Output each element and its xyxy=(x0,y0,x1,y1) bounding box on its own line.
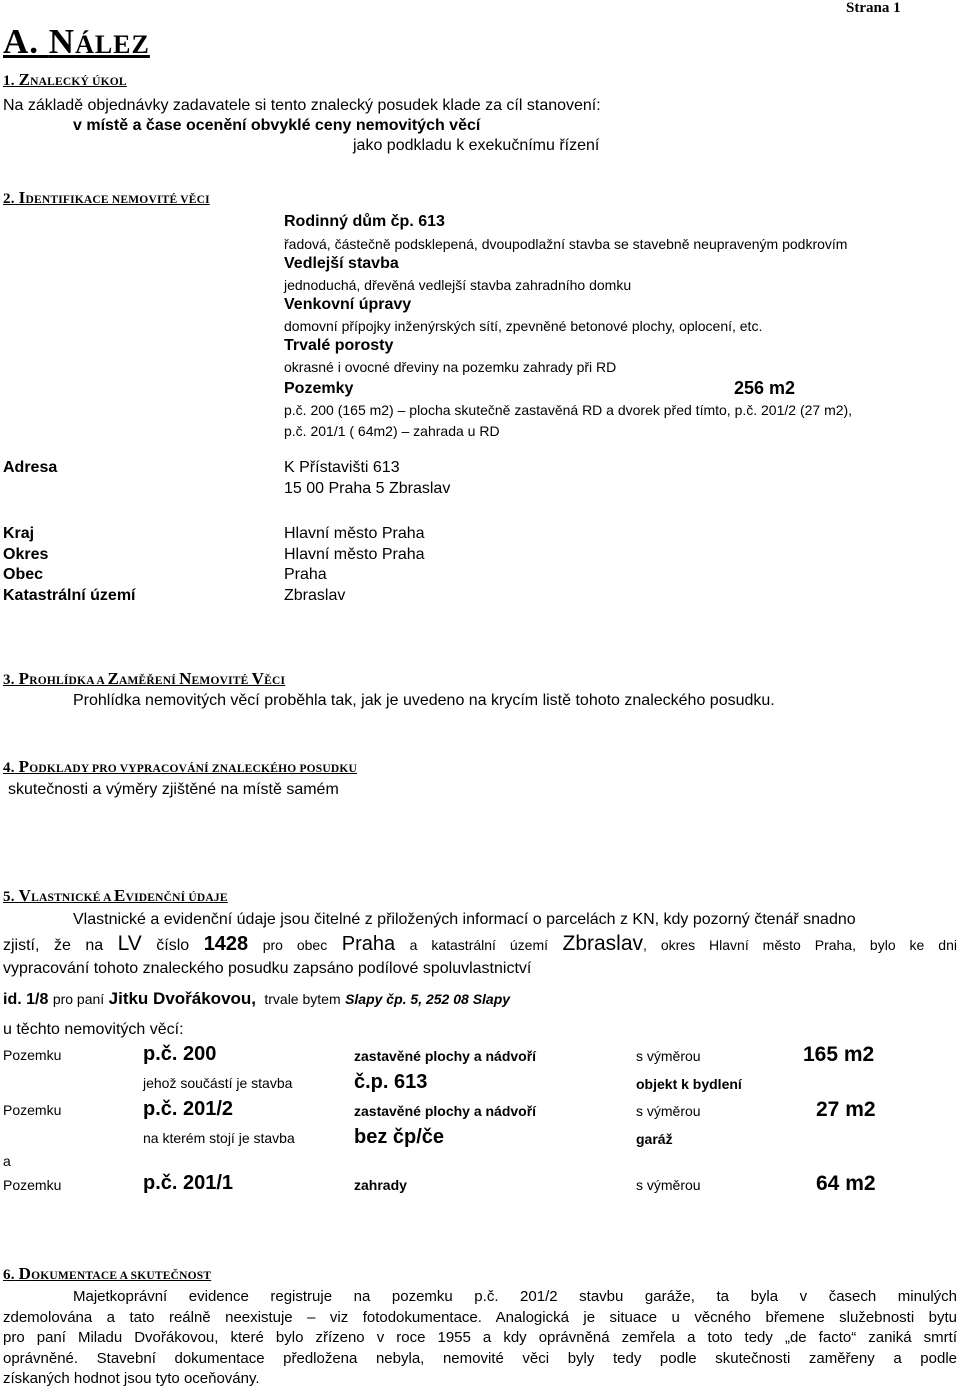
section-3-title: 3. PROHLÍDKA A ZAMĚŘENÍ NEMOVITÉ VĚCI xyxy=(3,669,286,688)
cadastral-value: Zbraslav xyxy=(284,587,346,604)
outdoor-description: domovní přípojky inženýrských sítí, zpevněné betonové plochy, oplocení, etc. xyxy=(284,318,763,334)
vegetation-title: Trvalé porosty xyxy=(284,337,394,354)
ownership-line-2: zjistí, že na LV číslo 1428 pro obec Praha a katastrální území Zbraslav, okres Hlavní město Praha, bylo ke dni xyxy=(3,932,957,955)
region-value: Hlavní město Praha xyxy=(284,525,425,542)
row-3-kind: zastavěné plochy a nádvoří xyxy=(354,1103,537,1119)
row-3-parcel: p.č. 201/2 xyxy=(143,1098,234,1120)
cadastral-label: Katastrální území xyxy=(3,587,136,604)
section-2-title: 2. IDENTIFIKACE NEMOVITÉ VĚCI xyxy=(3,188,210,207)
section-6-line-1: Majetkoprávní evidence registruje na pozemku p.č. 201/2 stavbu garáže, ta byla v časech minulých xyxy=(73,1288,957,1305)
row-2-type: objekt k bydlení xyxy=(636,1076,742,1092)
row-2-building: č.p. 613 xyxy=(354,1071,428,1093)
outdoor-title: Venkovní úpravy xyxy=(284,296,412,313)
land-area: 256 m2 xyxy=(734,378,796,398)
region-label: Kraj xyxy=(3,525,35,542)
outbuilding-title: Vedlejší stavba xyxy=(284,255,399,272)
row-6-area: 64 m2 xyxy=(816,1172,876,1195)
section-6-line-4: oprávněné. Stavební dokumentace předložena nebyla, nemovité věci byly tedy podle skutečnosti zaměřeny a podle xyxy=(3,1350,957,1367)
municipality-label: Obec xyxy=(3,566,44,583)
section-6-line-2: zdemolována a tato reálně neexistuje – viz fotodokumentace. Analogická je situace u věcného břemene služebnosti bytu xyxy=(3,1309,957,1326)
section-6-line-3: pro paní Miladu Dvořákovou, které bylo zřízeno v roce 1955 a kdy oprávněná zemřela a toto tedy „de facto“ zaniká smrtí xyxy=(3,1329,957,1346)
district-label: Okres xyxy=(3,546,49,563)
row-4-building: bez čp/če xyxy=(354,1126,445,1148)
row-6-label: Pozemku xyxy=(3,1177,62,1193)
page-number: Strana 1 xyxy=(846,0,901,16)
section-3-text: Prohlídka nemovitých věcí proběhla tak, jak je uvedeno na krycím listě tohoto znaleckého posudku. xyxy=(73,692,775,709)
ownership-line-3: vypracování tohoto znaleckého posudku zapsáno podílové spoluvlastnictví xyxy=(3,960,532,977)
house-description: řadová, částečně podsklepená, dvoupodlažní stavba se stavebně neupraveným podkrovím xyxy=(284,236,848,252)
section-5-title: 5. VLASTNICKÉ A EVIDENČNÍ ÚDAJE xyxy=(3,886,228,905)
row-3-area: 27 m2 xyxy=(816,1098,876,1121)
section-1-purpose: jako podkladu k exekučnímu řízení xyxy=(353,137,600,154)
row-6-kind: zahrady xyxy=(354,1177,407,1193)
section-6-line-5: získaných hodnot jsou tyto oceňovány. xyxy=(3,1370,260,1387)
house-title: Rodinný dům čp. 613 xyxy=(284,213,445,230)
row-3-measure: s výměrou xyxy=(636,1103,701,1119)
row-4-type: garáž xyxy=(636,1131,673,1147)
section-6-title: 6. DOKUMENTACE A SKUTEČNOST xyxy=(3,1264,212,1283)
municipality-value: Praha xyxy=(284,566,327,583)
row-1-measure: s výměrou xyxy=(636,1048,701,1064)
district-value: Hlavní město Praha xyxy=(284,546,425,563)
section-4-text: skutečnosti a výměry zjištěné na místě samém xyxy=(8,781,339,798)
row-4-note: na kterém stojí je stavba xyxy=(143,1130,295,1146)
page-title: A. NÁLEZ xyxy=(3,22,150,61)
address-line-2: 15 00 Praha 5 Zbraslav xyxy=(284,480,451,497)
parcel-line-1: p.č. 200 (165 m2) – plocha skutečně zastavěná RD a dvorek před tímto, p.č. 201/2 (27 m2), xyxy=(284,402,853,418)
land-title: Pozemky xyxy=(284,380,354,397)
section-1-goal: v místě a čase ocenění obvyklé ceny nemovitých věcí xyxy=(73,117,481,134)
row-1-parcel: p.č. 200 xyxy=(143,1043,217,1065)
row-6-parcel: p.č. 201/1 xyxy=(143,1172,234,1194)
section-1-title: 1. ZNALECKÝ ÚKOL xyxy=(3,70,127,89)
parcel-line-2: p.č. 201/1 ( 64m2) – zahrada u RD xyxy=(284,423,500,439)
owner-line: id. 1/8 pro paní Jitku Dvořákovou, trvale bytem Slapy čp. 5, 252 08 Slapy xyxy=(3,989,511,1008)
ownership-line-1: Vlastnické a evidenční údaje jsou čitelné z přiložených informací o parcelách z KN, kdy pozorný čtenář snadno xyxy=(73,911,856,928)
row-1-area: 165 m2 xyxy=(803,1043,875,1066)
section-1-intro: Na základě objednávky zadavatele si tento znalecký posudek klade za cíl stanovení: xyxy=(3,97,601,114)
row-3-label: Pozemku xyxy=(3,1102,62,1118)
address-label: Adresa xyxy=(3,459,58,476)
row-1-kind: zastavěné plochy a nádvoří xyxy=(354,1048,537,1064)
things-label: u těchto nemovitých věcí: xyxy=(3,1021,184,1038)
outbuilding-description: jednoduchá, dřevěná vedlejší stavba zahradního domku xyxy=(284,277,632,293)
row-6-measure: s výměrou xyxy=(636,1177,701,1193)
vegetation-description: okrasné i ovocné dřeviny na pozemku zahrady při RD xyxy=(284,359,617,375)
address-line-1: K Přístavišti 613 xyxy=(284,459,400,476)
row-1-label: Pozemku xyxy=(3,1047,62,1063)
section-4-title: 4. PODKLADY PRO VYPRACOVÁNÍ ZNALECKÉHO POSUDKU xyxy=(3,757,358,776)
row-2-note: jehož součástí je stavba xyxy=(143,1075,293,1091)
row-5-conjunction: a xyxy=(3,1153,11,1169)
